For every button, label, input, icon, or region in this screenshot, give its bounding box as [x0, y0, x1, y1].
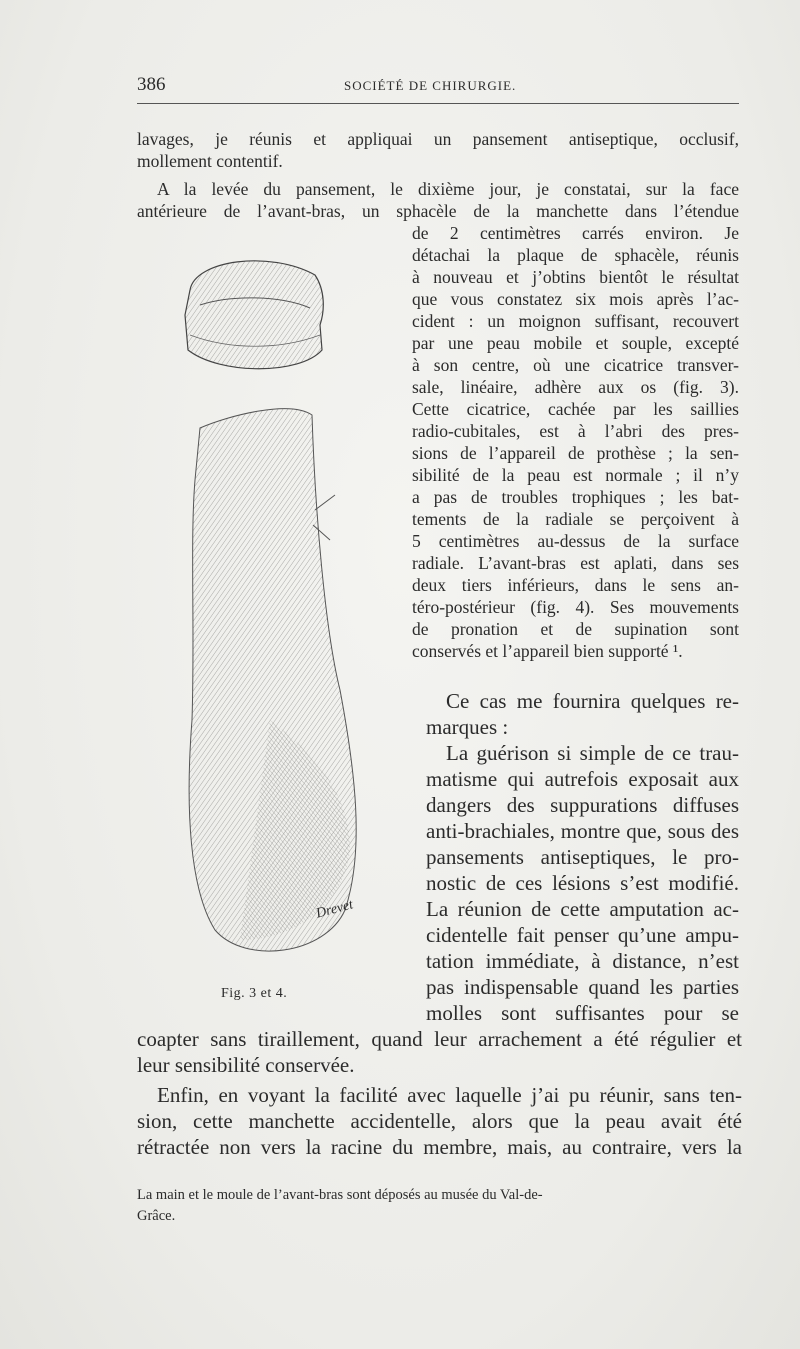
- text-line: cidentelle fait penser qu’une ampu-: [426, 923, 739, 947]
- footnote-line: Grâce.: [137, 1208, 176, 1224]
- text-line: 5 centimètres au-dessus de la surface: [412, 531, 739, 551]
- text-line: de 2 centimètres carrés environ. Je: [412, 223, 739, 243]
- running-title: SOCIÉTÉ DE CHIRURGIE.: [344, 78, 517, 93]
- text-line: leur sensibilité conservée.: [137, 1053, 355, 1077]
- header-rule: [137, 103, 739, 104]
- text-line: antérieure de l’avant-bras, un sphacèle de la manchette dans l’étendue: [137, 201, 739, 221]
- forearm-side-view: [189, 409, 356, 951]
- text-line: nostic de ces lésions s’est modifié.: [426, 871, 739, 895]
- text-line: Cette cicatrice, cachée par les saillies: [412, 399, 739, 419]
- text-line: anti-brachiales, montre que, sous des: [426, 819, 739, 843]
- text-line: que vous constatez six mois après l’ac-: [412, 289, 739, 309]
- text-line: pas indispensable quand les parties: [426, 975, 739, 999]
- page-number: 386: [137, 74, 166, 95]
- engraver-signature: Drevet: [314, 897, 355, 922]
- text-line: Enfin, en voyant la facilité avec laquelle j’ai pu réunir, sans ten-: [157, 1083, 742, 1107]
- text-line: à nouveau et j’obtins bientôt le résultat: [412, 267, 739, 287]
- text-line: coapter sans tiraillement, quand leur arrachement a été régulier et: [137, 1027, 742, 1051]
- text-line: de pronation et de supination sont: [412, 619, 739, 639]
- text-line: détachai la plaque de sphacèle, réunis: [412, 245, 739, 265]
- text-line: par une peau mobile et souple, excepté: [412, 333, 739, 353]
- text-line: téro-postérieur (fig. 4). Ses mouvements: [412, 597, 739, 617]
- text-line: La guérison si simple de ce trau-: [446, 741, 739, 765]
- footnote-line: La main et le moule de l’avant-bras sont déposés au musée du Val-de-: [137, 1187, 543, 1203]
- text-line: conservés et l’appareil bien supporté ¹.: [412, 641, 683, 661]
- text-line: dangers des suppurations diffuses: [426, 793, 739, 817]
- text-line: rétractée non vers la racine du membre, mais, au contraire, vers la: [137, 1135, 742, 1159]
- text-line: Ce cas me fournira quelques re-: [446, 689, 739, 713]
- text-line: pansements antiseptiques, le pro-: [426, 845, 739, 869]
- text-line: sion, cette manchette accidentelle, alors que la peau avait été: [137, 1109, 742, 1133]
- text-line: matisme qui autrefois exposait aux: [426, 767, 739, 791]
- text-line: a pas de troubles trophiques ; les bat-: [412, 487, 739, 507]
- text-line: lavages, je réunis et appliquai un pansement antiseptique, occlusif,: [137, 129, 739, 149]
- text-line: mollement contentif.: [137, 151, 283, 171]
- text-line: tements de la radiale se perçoivent à: [412, 509, 739, 529]
- text-line: molles sont suffisantes pour se: [426, 1001, 739, 1025]
- text-line: sibilité de la peau est normale ; il n’y: [412, 465, 739, 485]
- text-line: sale, linéaire, adhère aux os (fig. 3).: [412, 377, 739, 397]
- figure-caption: Fig. 3 et 4.: [221, 986, 288, 1001]
- text-line: cident : un moignon suffisant, recouvert: [412, 311, 739, 331]
- text-line: à son centre, où une cicatrice transver-: [412, 355, 739, 375]
- text-line: A la levée du pansement, le dixième jour, je constatai, sur la face: [157, 179, 739, 199]
- text-line: sions de l’appareil de prothèse ; la sen-: [412, 443, 739, 463]
- forearm-stump-illustration: [150, 250, 400, 970]
- stump-end-view: [185, 261, 323, 369]
- text-line: tation immédiate, à distance, n’est: [426, 949, 739, 973]
- text-line: marques :: [426, 715, 509, 739]
- text-line: radiale. L’avant-bras est aplati, dans ses: [412, 553, 739, 573]
- text-line: deux tiers inférieurs, dans le sens an-: [412, 575, 739, 595]
- text-line: La réunion de cette amputation ac-: [426, 897, 739, 921]
- page-header: [137, 74, 739, 100]
- text-line: radio-cubitales, est à l’abri des pres-: [412, 421, 739, 441]
